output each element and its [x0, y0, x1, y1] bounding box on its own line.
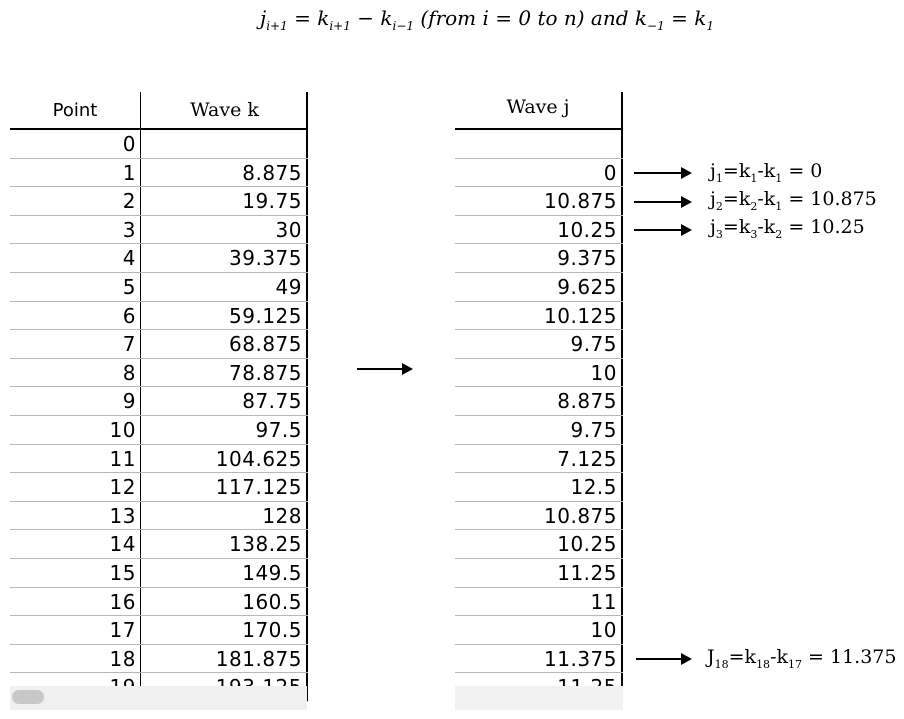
column-header-point[interactable]: Point: [52, 99, 98, 121]
table-row[interactable]: [10, 502, 308, 531]
table-right-border: [306, 359, 308, 387]
wave-j-cell[interactable]: 0: [603, 160, 617, 185]
table-right-border: [306, 645, 308, 673]
table-row[interactable]: [455, 530, 623, 559]
table-row[interactable]: [455, 130, 623, 159]
table-row[interactable]: [10, 559, 308, 588]
right-arrow-icon: [357, 363, 413, 375]
wave-j-cell[interactable]: 10: [590, 618, 617, 643]
header-divider: [140, 92, 141, 130]
table-right-border: [306, 559, 308, 587]
wave-k-cell[interactable]: 117.125: [215, 475, 302, 500]
table-row[interactable]: [455, 187, 623, 216]
wave-k-cell[interactable]: 149.5: [242, 561, 302, 585]
table-row[interactable]: [10, 645, 308, 674]
table-right-border: [621, 588, 623, 616]
table-right-border: [306, 302, 308, 330]
table-right-border: [621, 445, 623, 473]
table-right-border: [306, 130, 308, 158]
table-row[interactable]: [10, 445, 308, 474]
table-right-border: [306, 187, 308, 215]
table-row[interactable]: [10, 359, 308, 388]
header-right-border: [621, 92, 623, 130]
note-j2: $j_2=k_2-k_1 = 10.875$: [710, 188, 877, 213]
table-right-border: [306, 473, 308, 501]
wave-j-cell[interactable]: 11.375: [544, 646, 617, 671]
table-right-border: [621, 244, 623, 272]
wave-j-cell[interactable]: 9.375: [557, 246, 617, 271]
table-row[interactable]: [455, 473, 623, 502]
column-header-wave-j[interactable]: Wave j: [506, 96, 570, 118]
wave-k-cell[interactable]: 97.5: [255, 418, 302, 442]
point-cell[interactable]: 14: [10, 530, 141, 558]
wave-j-cell[interactable]: 9.75: [570, 332, 617, 357]
table-right-border: [621, 187, 623, 215]
table-row[interactable]: [10, 273, 308, 302]
wave-k-cell[interactable]: 138.25: [229, 532, 302, 557]
wave-j-cell[interactable]: 10.25: [557, 532, 617, 557]
table-right-border: [621, 387, 623, 415]
column-header-wave-k[interactable]: Wave k: [190, 99, 259, 121]
wave-j-table: [455, 92, 623, 686]
table-right-border: [306, 216, 308, 244]
point-cell[interactable]: 13: [10, 502, 141, 530]
table-right-border: [621, 502, 623, 530]
table-right-border: [306, 244, 308, 272]
note-j18: $J_{18}=k_{18}-k_{17} = 11.375$: [707, 646, 897, 671]
table-right-border: [621, 645, 623, 673]
table-row[interactable]: [455, 616, 623, 645]
table-row[interactable]: [455, 588, 623, 617]
table-row[interactable]: [455, 559, 623, 588]
wave-k-cell[interactable]: 19.75: [242, 189, 302, 214]
wave-j-cell[interactable]: 8.875: [557, 389, 617, 414]
table-right-border: [621, 616, 623, 644]
wave-k-cell[interactable]: 160.5: [242, 589, 302, 614]
note-j1: $j_1=k_1-k_1 = 0$: [710, 160, 823, 185]
wave-k-cell[interactable]: 78.875: [229, 360, 302, 385]
table-right-border: [306, 588, 308, 616]
point-cell[interactable]: 2: [10, 187, 141, 215]
wave-k-cell[interactable]: 170.5: [242, 618, 302, 643]
point-cell[interactable]: 8: [10, 359, 141, 387]
table-row[interactable]: [10, 187, 308, 216]
table-row[interactable]: [10, 330, 308, 359]
wave-k-cell[interactable]: 128: [262, 503, 302, 528]
wave-k-cell[interactable]: 59.125: [229, 303, 302, 328]
wave-j-cell[interactable]: 9.625: [557, 275, 617, 299]
table-row[interactable]: [455, 502, 623, 531]
table-row[interactable]: [455, 159, 623, 188]
point-cell[interactable]: 18: [10, 645, 141, 673]
point-cell[interactable]: 6: [10, 302, 141, 330]
table-right-border: [621, 330, 623, 358]
horizontal-scrollbar: [455, 686, 623, 710]
wave-k-table: [10, 92, 308, 686]
wave-k-cell[interactable]: 49: [275, 275, 302, 299]
point-cell[interactable]: 3: [10, 216, 141, 244]
table-row[interactable]: [455, 330, 623, 359]
wave-j-cell[interactable]: 12.5: [570, 475, 617, 500]
table-row[interactable]: [10, 588, 308, 617]
table-row[interactable]: [10, 387, 308, 416]
table-row[interactable]: [10, 473, 308, 502]
wave-j-cell[interactable]: 10.875: [544, 189, 617, 214]
table-right-border: [306, 616, 308, 644]
table-row[interactable]: [455, 216, 623, 245]
table-right-border: [306, 387, 308, 415]
header-right-border: [306, 92, 308, 130]
point-cell[interactable]: 12: [10, 473, 141, 501]
point-cell[interactable]: 11: [10, 445, 141, 473]
wave-k-cell[interactable]: 39.375: [229, 246, 302, 271]
point-cell[interactable]: 17: [10, 616, 141, 644]
table-row[interactable]: [10, 130, 308, 159]
table-right-border: [306, 530, 308, 558]
point-cell[interactable]: 7: [10, 330, 141, 358]
table-row[interactable]: [455, 359, 623, 388]
wave-k-cell[interactable]: 181.875: [215, 646, 302, 671]
right-arrow-icon: [634, 167, 692, 179]
table-right-border: [306, 159, 308, 187]
wave-k-cell[interactable]: 68.875: [229, 332, 302, 357]
table-right-border: [621, 273, 623, 301]
table-right-border: [621, 359, 623, 387]
note-j3: $j_3=k_3-k_2 = 10.25$: [710, 216, 865, 241]
table-row[interactable]: [455, 273, 623, 302]
table-right-border: [621, 130, 623, 158]
wave-k-cell[interactable]: 8.875: [242, 160, 302, 185]
table-right-border: [621, 530, 623, 558]
point-cell[interactable]: 16: [10, 588, 141, 616]
point-cell[interactable]: 9: [10, 387, 141, 415]
table-row[interactable]: [10, 302, 308, 331]
table-row[interactable]: [455, 302, 623, 331]
wave-j-cell[interactable]: [455, 130, 621, 158]
wave-j-cell[interactable]: 11.25: [557, 561, 617, 585]
point-cell[interactable]: 0: [10, 130, 141, 158]
table-right-border: [306, 502, 308, 530]
point-cell[interactable]: 4: [10, 244, 141, 272]
point-cell[interactable]: 10: [10, 416, 141, 444]
right-arrow-icon: [634, 224, 692, 236]
table-right-border: [306, 273, 308, 301]
wave-k-cell[interactable]: 87.75: [242, 389, 302, 414]
table-row[interactable]: [455, 387, 623, 416]
table-row[interactable]: [455, 416, 623, 445]
scroll-thumb[interactable]: [12, 690, 44, 704]
table-row[interactable]: [10, 159, 308, 188]
table-right-border: [621, 473, 623, 501]
table-right-border: [621, 216, 623, 244]
table-row[interactable]: [455, 445, 623, 474]
table-row[interactable]: [455, 244, 623, 273]
table-right-border: [306, 330, 308, 358]
table-row[interactable]: [10, 416, 308, 445]
point-cell[interactable]: 1: [10, 159, 141, 187]
right-arrow-icon: [636, 653, 692, 665]
table-row[interactable]: [10, 530, 308, 559]
table-row[interactable]: [10, 216, 308, 245]
wave-j-cell[interactable]: 10.875: [544, 503, 617, 528]
horizontal-scrollbar[interactable]: [10, 686, 307, 710]
formula: $j_{i+1} = k_{i+1} - k_{i-1}$ (from i = 0 to n) and $k_{-1} = k_1$: [260, 6, 714, 33]
right-arrow-icon: [634, 196, 692, 208]
wave-k-cell[interactable]: [141, 130, 306, 158]
point-cell[interactable]: 15: [10, 559, 141, 587]
table-right-border: [621, 416, 623, 444]
wave-j-cell[interactable]: 11: [590, 589, 617, 614]
table-right-border: [621, 159, 623, 187]
table-right-border: [621, 302, 623, 330]
wave-j-cell[interactable]: 10.25: [557, 217, 617, 242]
table-right-border: [621, 559, 623, 587]
wave-j-cell[interactable]: 7.125: [557, 446, 617, 471]
table-right-border: [306, 445, 308, 473]
wave-k-cell[interactable]: 30: [275, 217, 302, 242]
table-row[interactable]: [10, 244, 308, 273]
wave-j-cell[interactable]: 10.125: [544, 303, 617, 328]
wave-k-cell[interactable]: 104.625: [215, 446, 302, 471]
table-row[interactable]: [455, 645, 623, 674]
table-right-border: [306, 416, 308, 444]
table-row[interactable]: [10, 616, 308, 645]
point-cell[interactable]: 5: [10, 273, 141, 301]
wave-j-cell[interactable]: 10: [590, 360, 617, 385]
wave-j-cell[interactable]: 9.75: [570, 418, 617, 442]
